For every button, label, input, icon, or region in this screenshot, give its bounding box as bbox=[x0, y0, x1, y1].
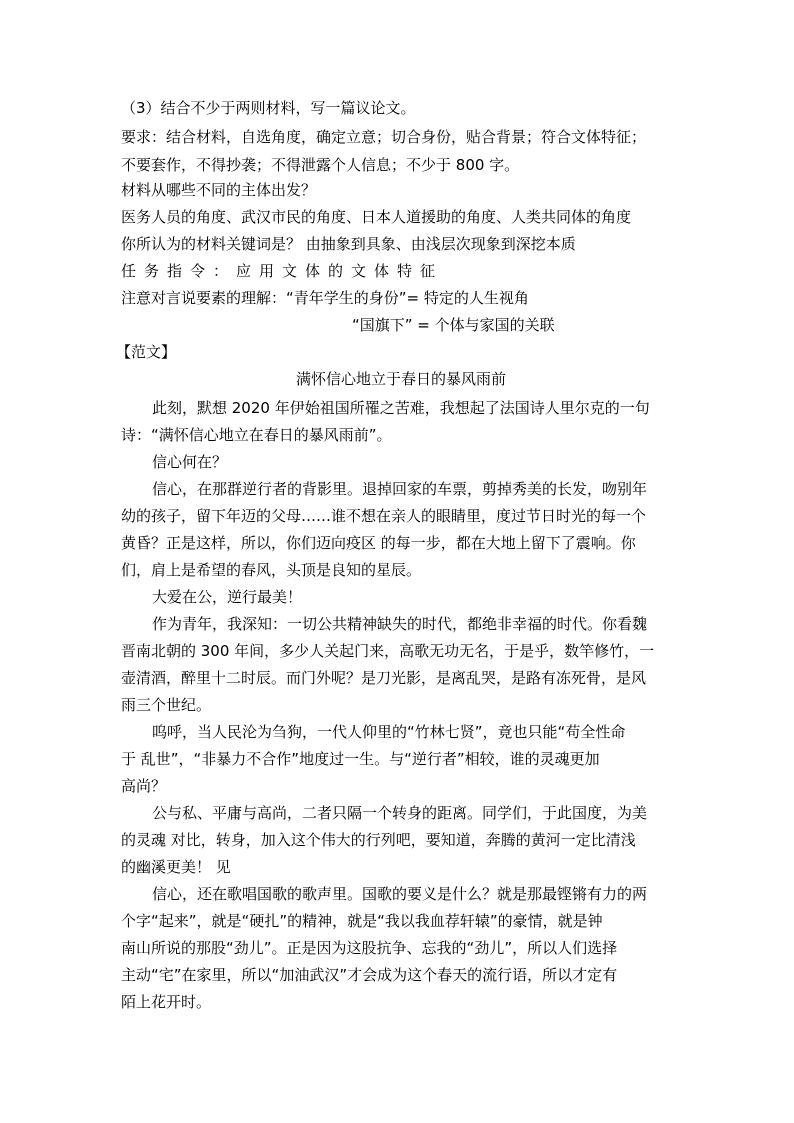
keywords-line: 你所认为的材料关键词是？ 由抽象到具象、由浅层次现象到深挖本质 bbox=[121, 235, 576, 253]
essay-line: 信心，在那群逆行者的背影里。退掉回家的车票，剪掉秀美的长发，吻别年 bbox=[152, 480, 648, 498]
essay-line: 公与私、平庸与高尚，二者只隔一个转身的距离。同学们，于此国度，为美 bbox=[152, 804, 648, 822]
essay-line: 们，肩上是希望的春风，头顶是良知的星辰。 bbox=[121, 561, 422, 579]
essay-line: 的幽溪更美！ 见 bbox=[121, 858, 231, 876]
answer-subjects: 医务人员的角度、武汉市民的角度、日本人道援助的角度、人类共同体的角度 bbox=[121, 208, 632, 226]
essay-line: 主动“宅”在家里，所以“加油武汉”才会成为这个春天的流行语，所以才定有 bbox=[121, 966, 618, 984]
task-requirements-line-2: 不要套作，不得抄袭；不得泄露个人信息；不少于 800 字。 bbox=[121, 156, 520, 174]
essay-title: 满怀信心地立于春日的暴风雨前 bbox=[295, 370, 506, 388]
essay-line: 幼的孩子，留下年迈的父母……谁不想在亲人的眼睛里，度过节日时光的每一个 bbox=[121, 507, 647, 525]
essay-line: 高尚？ bbox=[121, 777, 167, 795]
essay-line: 的灵魂 对比，转身，加入这个伟大的行列吧，要知道，奔腾的黄河一定比清浅 bbox=[121, 831, 636, 849]
essay-line: 信心，还在歌唱国歌的歌声里。国歌的要义是什么？就是那最铿锵有力的两 bbox=[152, 885, 648, 903]
essay-line: 晋南北朝的 300 年间，多少人关起门来，高歌无功无名，于是乎，数竿修竹，一 bbox=[121, 642, 655, 660]
task-instruction: 任务指令：应用文体的文体特征 bbox=[121, 262, 444, 280]
essay-line: 个字“起来”，就是“硬扎”的精神，就是“我以我血荐轩辕”的豪情，就是钟 bbox=[121, 912, 603, 930]
essay-line: 大爱在公，逆行最美！ bbox=[152, 588, 303, 606]
essay-line: 南山所说的那股“劲儿”。正是因为这股抗争、忘我的“劲儿”，所以人们选择 bbox=[121, 939, 618, 957]
task-requirements-line-1: 要求：结合材料，自选角度，确定立意；切合身份，贴合背景；符合文体特征； bbox=[121, 128, 647, 146]
essay-line: 雨三个世纪。 bbox=[121, 696, 212, 714]
essay-line: 诗：“满怀信心地立在春日的暴风雨前”。 bbox=[121, 426, 392, 444]
section-label: 【范文】 bbox=[116, 343, 177, 361]
essay-line: 作为青年，我深知：一切公共精神缺失的时代，都绝非幸福的时代。你看魏 bbox=[152, 615, 648, 633]
essay-line: 壶清酒，醉里十二时辰。而门外呢？是刀光影，是离乱哭，是路有冻死骨，是风 bbox=[121, 669, 647, 687]
essay-line: 黄昏？正是这样，所以，你们迈向疫区 的每一步，都在大地上留下了震响。你 bbox=[121, 534, 636, 552]
essay-line: 陌上花开时。 bbox=[121, 993, 212, 1011]
essay-line: 此刻，默想 2020 年伊始祖国所罹之苦难，我想起了法国诗人里尔克的一句 bbox=[152, 399, 650, 417]
essay-line: 信心何在？ bbox=[152, 453, 228, 471]
note-line-1: 注意对言说要素的理解：“青年学生的身份”= 特定的人生视角 bbox=[121, 289, 529, 307]
task-prompt: （3）结合不少于两则材料，写一篇议论文。 bbox=[121, 99, 416, 117]
note-line-2: “国旗下” = 个体与家国的关联 bbox=[352, 316, 555, 334]
essay-line: 呜呼，当人民沦为刍狗，一代人仰里的“竹林七贤”，竟也只能“苟全性命 bbox=[152, 723, 626, 741]
essay-line: 于 乱世”，“非暴力不合作”地度过一生。与“逆行者”相较，谁的灵魂更加 bbox=[121, 750, 600, 768]
question-subjects: 材料从哪些不同的主体出发？ bbox=[121, 181, 317, 199]
